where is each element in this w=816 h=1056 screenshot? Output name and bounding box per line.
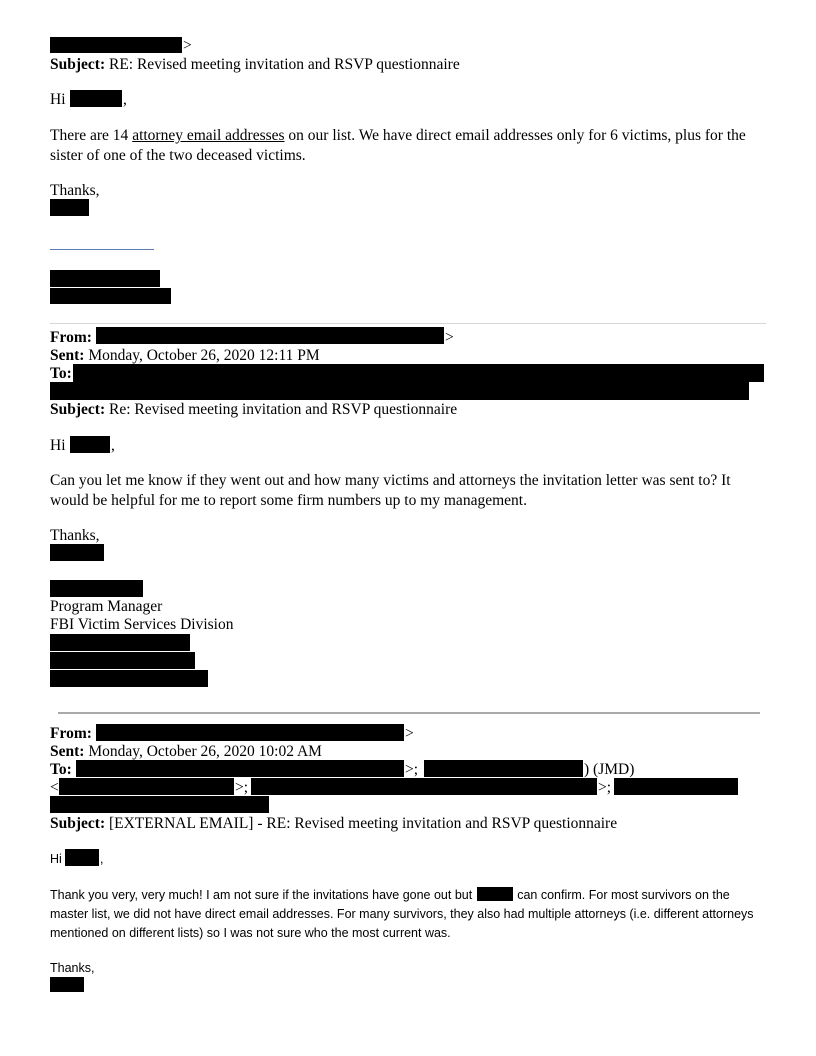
address-tail: > (183, 37, 192, 54)
message-separator (50, 323, 766, 324)
to-separator: >; (235, 779, 249, 796)
redaction-bar (70, 90, 122, 107)
redaction-bar (65, 849, 99, 866)
subject-text: [EXTERNAL EMAIL] - RE: Revised meeting invitation and RSVP questionnaire (105, 815, 618, 832)
sent-date: Monday, October 26, 2020 10:02 AM (84, 743, 322, 760)
subject-line (50, 56, 460, 74)
redaction-bar (50, 270, 160, 287)
redaction-bar (614, 778, 738, 795)
redaction-bar (50, 382, 749, 400)
body-text-start: There are 14 (50, 127, 133, 144)
greeting-comma: , (100, 852, 104, 866)
message-separator (58, 712, 760, 714)
from-label: From: (50, 329, 92, 346)
redaction-bar (50, 288, 171, 304)
subject-line (50, 815, 617, 833)
closing: Thanks, (50, 182, 100, 199)
to-lt: < (50, 779, 59, 796)
redaction-bar (96, 327, 444, 344)
to-separator: >; (598, 779, 612, 796)
message-body (50, 126, 765, 166)
attorney-email-link[interactable]: attorney email addresses (132, 127, 285, 144)
signature-title: Program Manager (50, 598, 163, 615)
to-label: To: (50, 761, 72, 778)
redaction-inline (477, 887, 513, 901)
redaction-bar (59, 778, 234, 795)
redaction-bar (424, 760, 583, 777)
redaction-bar (73, 364, 764, 382)
greeting-hi: Hi (50, 91, 66, 108)
subject-text: RE: Revised meeting invitation and RSVP questionnaire (105, 56, 460, 73)
greeting-comma: , (111, 437, 115, 454)
subject-label: Subject: (50, 401, 106, 418)
from-label: From: (50, 725, 92, 742)
body-text-end: can confirm. For most survivors on the master list, we did not have direct email addresses. For many survivors, they also had multiple attorneys (i.e. different attorneys mentioned on different lists) so I was not sure who the most current was. (50, 888, 754, 940)
redaction-bar (50, 977, 84, 992)
sent-label: Sent: (50, 743, 85, 760)
redaction-bar (96, 724, 404, 741)
greeting-hi: Hi (50, 852, 62, 866)
subject-label: Subject: (50, 56, 106, 73)
closing: Thanks, (50, 961, 95, 975)
signature-divider (50, 249, 154, 250)
redaction-bar (76, 760, 404, 777)
body-text-end: on our list. We have direct email addresses only for 6 victims, plus for the sister of one of the two deceased victims. (50, 127, 746, 164)
from-tail: > (405, 725, 414, 742)
redaction-bar (50, 670, 208, 687)
redaction-bar (50, 796, 269, 813)
redaction-bar (50, 652, 195, 669)
redaction-bar (251, 778, 597, 795)
sent-line (50, 743, 322, 761)
redaction-bar (70, 436, 110, 453)
subject-text: Re: Revised meeting invitation and RSVP questionnaire (105, 401, 458, 418)
signature-org: FBI Victim Services Division (50, 616, 234, 633)
redaction-bar (50, 37, 182, 53)
redaction-bar (50, 580, 143, 597)
message-body: Can you let me know if they went out and how many victims and attorneys the invitation letter was sent to? It would be helpful for me to report some firm numbers up to my management. (50, 472, 731, 509)
redaction-bar (50, 634, 190, 651)
sent-line (50, 347, 320, 365)
to-label: To: (50, 365, 72, 382)
greeting-hi: Hi (50, 437, 66, 454)
from-tail: > (445, 329, 454, 346)
sent-date: Monday, October 26, 2020 12:11 PM (84, 347, 320, 364)
redaction-bar (50, 544, 104, 561)
sent-label: Sent: (50, 347, 85, 364)
body-text-start: Thank you very, very much! I am not sure if the invitations have gone out but (50, 888, 473, 902)
subject-line (50, 401, 457, 419)
message-body (50, 886, 762, 943)
greeting-comma: , (123, 91, 127, 108)
to-separator: >; (405, 761, 419, 778)
closing: Thanks, (50, 527, 100, 544)
to-jmd: ) (JMD) (584, 761, 635, 778)
subject-label: Subject: (50, 815, 106, 832)
redaction-bar (50, 199, 89, 216)
